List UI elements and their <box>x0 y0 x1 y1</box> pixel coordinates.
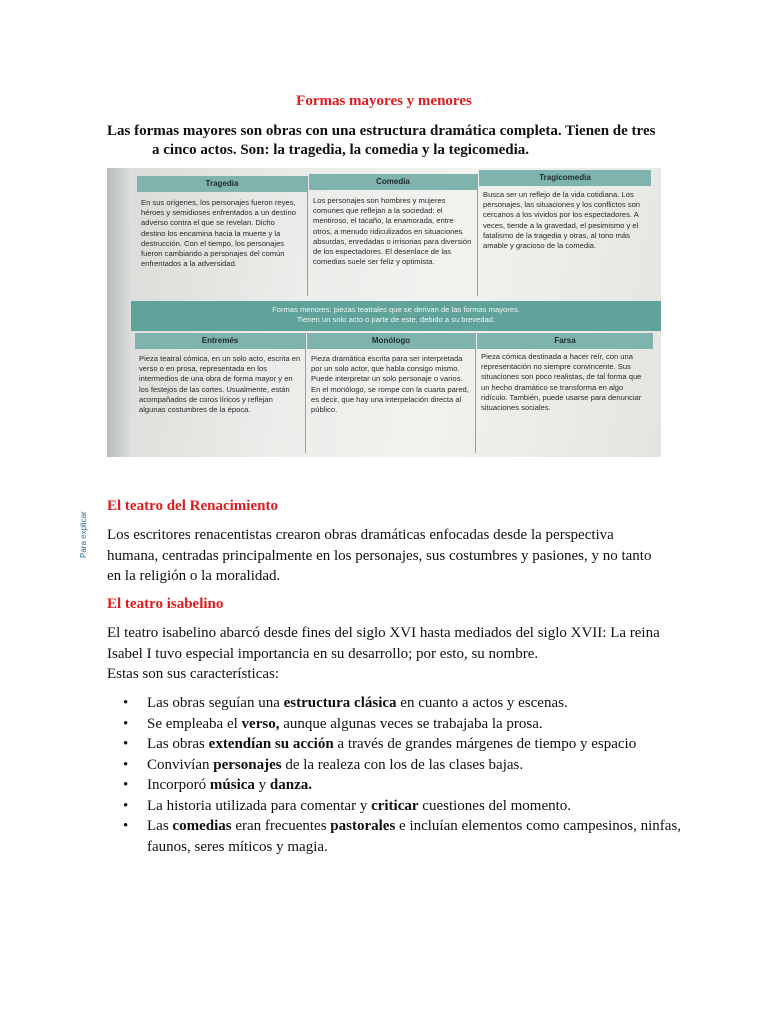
page-title: Formas mayores y menores <box>296 93 472 109</box>
list-item <box>147 714 707 735</box>
cell-entremes: Pieza teatral cómica, en un solo acto, escrita en verso o en prosa, representada en los intermedios de una obra de forma mayor y en los festejos de las cortes. Usualmente, están acompañados de coros líricos y reflejan algunas costumbres de la época. <box>139 354 301 415</box>
characteristics-intro: Estas son sus características: <box>107 666 280 682</box>
section-heading-isabelino: El teatro isabelino <box>107 596 224 612</box>
list-item <box>147 796 707 817</box>
text-span: de la realeza con los de las clases bajas. <box>281 756 524 773</box>
vertical-rule <box>477 174 478 296</box>
vertical-rule <box>475 333 476 453</box>
minor-forms-band <box>131 301 661 331</box>
characteristics-list <box>107 693 707 857</box>
isabelino-paragraph: El teatro isabelino abarcó desde fines del siglo XVI hasta mediados del siglo XVII: La reina Isabel I tuvo especial importancia en su desarrollo; por esto, su nombre. <box>107 625 660 662</box>
cell-monologo: Pieza dramática escrita para ser interpretada por un solo actor, que habla consigo mismo. Puede interpretar un solo personaje o varios. En el monólogo, se rompe con la cuarta pared, es decir, que hay una interpelación directa al público. <box>311 354 469 415</box>
list-item <box>147 734 707 755</box>
intro-line-1: Las formas mayores son obras con una estructura dramática completa. Tienen de tres <box>107 123 656 139</box>
spine-label: Para explicar <box>79 511 88 558</box>
bold-term: criticar <box>371 797 419 814</box>
header-monologo: Monólogo <box>307 333 475 349</box>
header-farsa: Farsa <box>477 333 653 349</box>
list-item <box>147 775 707 796</box>
text-span: y <box>254 777 270 793</box>
book-spine <box>107 168 133 457</box>
text-span: en cuanto a actos y escenas. <box>396 695 568 711</box>
cell-tragedia: En sus orígenes, los personajes fueron reyes, héroes y semidioses enfrentados a un destino adverso contra el que se revelan. Dicho destino los encamina hacia la muerte y la destrucción. Con el tiempo, los personajes fueron cambiando a personajes del común enfrentados a la adversidad. <box>141 198 296 269</box>
cell-tragicomedia: Busca ser un reflejo de la vida cotidiana. Los personajes, las situaciones y los conflictos son cercanos a los vividos por los espectadores. A veces, tiende a la gravedad, el pesimismo y el fatalismo de la tragedia y otras, al tono más amable y gracioso de la comedia. <box>483 190 641 251</box>
bold-term: comedias <box>172 818 232 834</box>
bold-term: verso, <box>241 715 280 732</box>
text-span: e incluían elementos como campesinos, ninfas, faunos, seres míticos y magia. <box>147 818 682 855</box>
text-span: Las obras <box>147 736 209 752</box>
text-span: La historia utilizada para comentar y <box>147 797 372 814</box>
text-span: eran frecuentes <box>231 818 331 834</box>
bold-term: extendían su acción <box>208 736 334 752</box>
list-item <box>147 755 707 776</box>
band-line-2: Tienen un solo acto o parte de este, debido a su brevedad. <box>296 315 496 324</box>
cell-farsa: Pieza cómica destinada a hacer reír, con una representación no siempre convincente. Sus situaciones son poco realistas, de tal forma que un hecho dramático se transforma en algo ridículo. También, puede usarse para denunciar situaciones sociales. <box>481 352 642 413</box>
list-item <box>147 816 707 857</box>
section-heading-renacimiento: El teatro del Renacimiento <box>107 498 278 514</box>
vertical-rule <box>305 333 306 453</box>
text-span: aunque algunas veces se trabajaba la prosa. <box>279 715 543 732</box>
intro-line-2: a cinco actos. Son: la tragedia, la comedia y la tegicomedia. <box>152 142 530 158</box>
bold-term: estructura clásica <box>283 695 397 711</box>
text-span: Incorporó <box>147 777 210 793</box>
renacimiento-paragraph: Los escritores renacentistas crearon obras dramáticas enfocadas desde la perspectiva humana, centradas principalmente en los personajes, sus costumbres y pasiones, y no tanto en la religión o la moralidad. <box>107 527 652 584</box>
cell-comedia: Los personajes son hombres y mujeres comunes que reflejan a la sociedad: el mentiroso, el tacaño, la enamorada, entre otros, a menudo ridiculizados en situaciones absurdas, enredadas o irrisorias para diversión de los espectadores. El desenlace de las comedias suele ser feliz y optimista. <box>313 196 472 267</box>
bold-term: música <box>209 777 255 793</box>
list-item <box>147 693 707 714</box>
bold-term: danza. <box>269 777 312 793</box>
intro-paragraph <box>107 122 667 160</box>
header-comedia: Comedia <box>309 174 477 190</box>
bold-term: personajes <box>213 756 282 773</box>
text-span: a través de grandes márgenes de tiempo y espacio <box>333 736 637 752</box>
text-span: Se empleaba el <box>147 715 242 732</box>
text-span: Convivían <box>147 756 214 773</box>
header-tragicomedia: Tragicomedia <box>479 170 651 186</box>
text-span: Las <box>147 818 173 834</box>
header-tragedia: Tragedia <box>137 176 307 192</box>
vertical-rule <box>307 176 308 296</box>
header-entremes: Entremés <box>135 333 305 349</box>
bold-term: pastorales <box>330 818 396 834</box>
band-line-1: Formas menores: piezas teatrales que se derivan de las formas mayores. <box>272 305 520 314</box>
text-span: cuestiones del momento. <box>418 797 572 814</box>
text-span: Las obras seguían una <box>147 695 284 711</box>
